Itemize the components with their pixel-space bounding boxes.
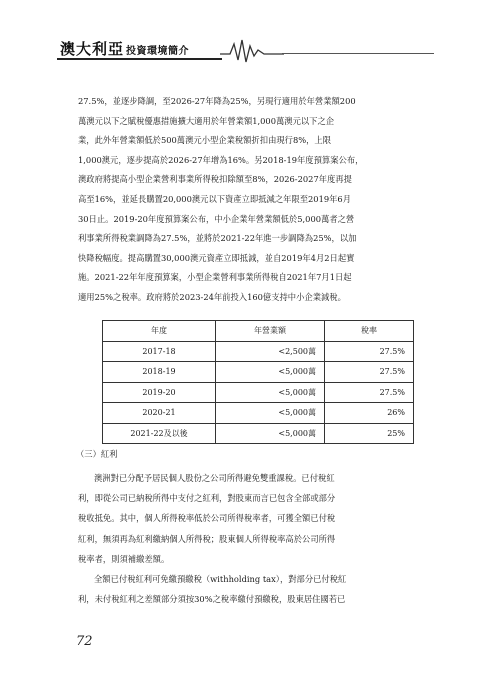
cell-revenue: <5,000萬 bbox=[216, 382, 325, 403]
text-line: 澳洲對已分配予居民個人股份之公司所得避免雙重課稅。已付稅紅 bbox=[94, 473, 335, 483]
cell-rate: 27.5% bbox=[325, 341, 414, 362]
header-rule bbox=[57, 58, 222, 60]
text-line: 澳政府將提高小型企業營利事業所得稅扣除額至8%，2026-2027年度再提 bbox=[78, 174, 352, 185]
text-line: 稅率者，則須補繳差額。 bbox=[78, 553, 170, 564]
table-header-row bbox=[103, 321, 414, 342]
table-row bbox=[103, 341, 414, 362]
dividends-text bbox=[78, 468, 412, 609]
text-line: 稅收抵免。其中，個人所得稅率低於公司所得稅率者，可獲全額已付稅 bbox=[78, 513, 336, 524]
table-row bbox=[103, 362, 414, 383]
cell-rate: 25% bbox=[325, 423, 414, 444]
text-line: 利事業所得稅業調降為27.5%，並將於2021-22年進一步調降為25%，以加 bbox=[78, 233, 357, 244]
text-line: 快降稅幅度。提高購置30,000澳元資產立即抵減，並自2019年4月2日起實 bbox=[78, 252, 355, 263]
cell-year: 2017-18 bbox=[103, 341, 216, 362]
text-line: 30日止。2019-20年度預算案公布，中小企業年營業額低於5,000萬者之營 bbox=[78, 213, 355, 224]
text-line: 1,000澳元，逐步提高於2026-27年增為16%。另2018-19年度預算案公布， bbox=[78, 154, 364, 165]
text-line: 利，未付稅紅利之差額部分須按30%之稅率繳付預繳稅，股東居住國若已 bbox=[78, 594, 346, 605]
column-header-rate: 稅率 bbox=[325, 321, 414, 342]
header-title-main: 澳大利亞 bbox=[60, 40, 125, 58]
cell-year: 2020-21 bbox=[103, 403, 216, 424]
header-title-sub: 投資環境簡介 bbox=[126, 46, 190, 57]
text-line: 業，此外年營業額低於500萬澳元小型企業稅額折扣由現行8%，上限 bbox=[78, 135, 332, 146]
page-number: 72 bbox=[76, 634, 93, 649]
cell-rate: 26% bbox=[325, 403, 414, 424]
text-line: 萬澳元以下之賦稅優惠措施擴大適用於年營業額1,000萬澳元以下之企 bbox=[78, 115, 335, 126]
header-title bbox=[60, 38, 189, 59]
cell-revenue: <2,500萬 bbox=[216, 341, 325, 362]
text-line: 27.5%，並逐步降調，至2026-27年降為25%，另現行適用於年營業額200 bbox=[78, 96, 356, 106]
cell-revenue: <5,000萬 bbox=[216, 362, 325, 383]
text-line: 利，即從公司已納稅所得中支付之紅利，對股東而言已包含全部或部分 bbox=[78, 493, 336, 504]
body-text bbox=[78, 92, 412, 308]
cell-rate: 27.5% bbox=[325, 382, 414, 403]
table-row bbox=[103, 423, 414, 444]
cell-year: 2019-20 bbox=[103, 382, 216, 403]
column-header-revenue: 年營業額 bbox=[216, 321, 325, 342]
cell-rate: 27.5% bbox=[325, 362, 414, 383]
tax-rate-table bbox=[102, 320, 414, 444]
heartbeat-wave-icon bbox=[220, 36, 284, 64]
table-row bbox=[103, 382, 414, 403]
cell-revenue: <5,000萬 bbox=[216, 403, 325, 424]
text-line: 施。2021-22年年度預算案，小型企業營利事業所得稅自2021年7月1日起 bbox=[78, 272, 352, 283]
table-row bbox=[103, 403, 414, 424]
cell-year: 2021-22及以後 bbox=[103, 423, 216, 444]
text-line: 紅利，無須再為紅利繳納個人所得稅；股東個人所得稅率高於公司所得 bbox=[78, 533, 336, 544]
cell-year: 2018-19 bbox=[103, 362, 216, 383]
header-rule-right bbox=[282, 53, 434, 54]
text-line: 適用25%之稅率。政府將於2023-24年前投入160億支持中小企業減稅。 bbox=[78, 291, 346, 302]
section-heading-dividends: （三）紅利 bbox=[76, 449, 118, 459]
text-line: 全額已付稅紅利可免繳預繳稅（withholding tax），對部分已付稅紅 bbox=[94, 574, 347, 585]
text-line: 高至16%，並延長購置20,000澳元以下資產立即抵減之年限至2019年6月 bbox=[78, 193, 351, 204]
cell-revenue: <5,000萬 bbox=[216, 423, 325, 444]
column-header-year: 年度 bbox=[103, 321, 216, 342]
page-header bbox=[0, 0, 480, 70]
